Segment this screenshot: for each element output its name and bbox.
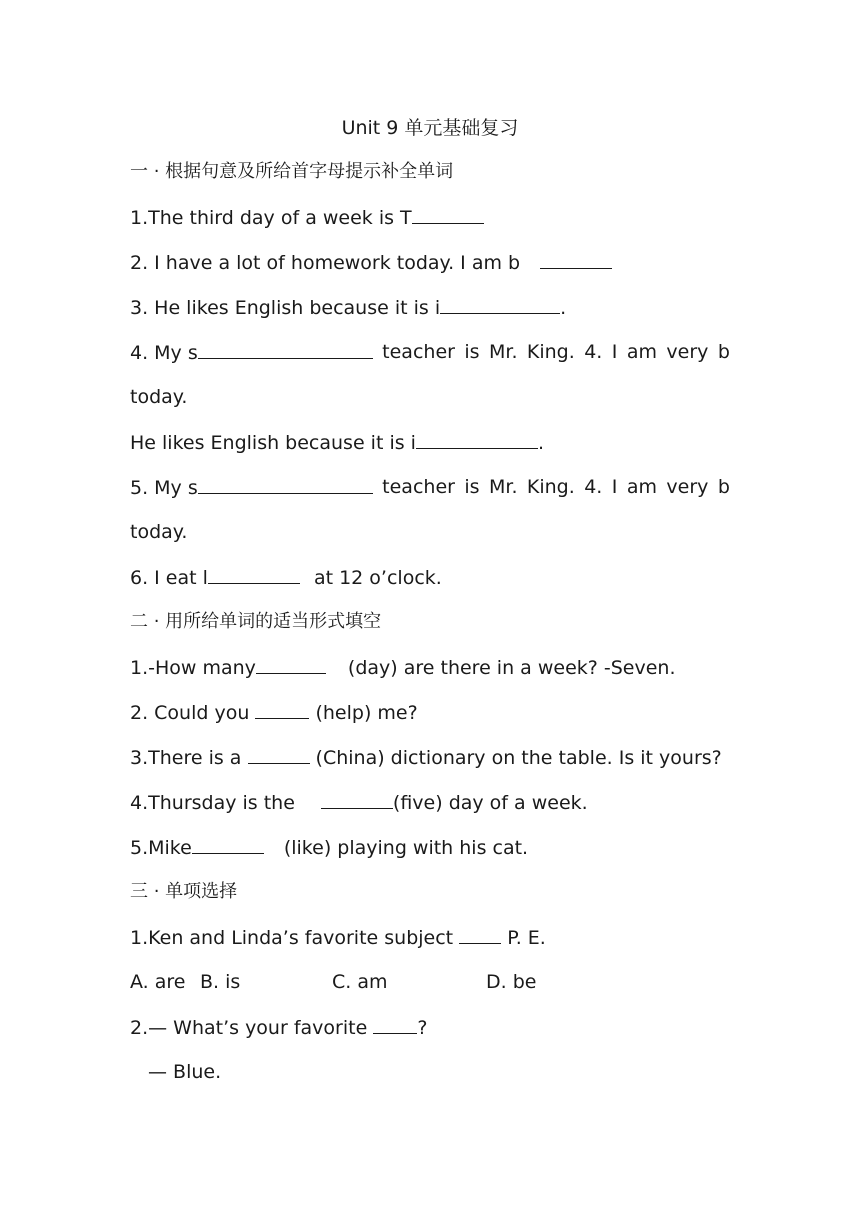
option-d[interactable]: D. be: [486, 971, 537, 993]
question-text-end: (day) are there in a week? -Seven.: [347, 657, 676, 679]
word: 4.: [584, 476, 603, 498]
question-text: 6. I eat l: [130, 567, 208, 589]
word: Mr.: [488, 476, 518, 498]
answer-blank[interactable]: [416, 428, 538, 449]
option-c[interactable]: C. am: [332, 971, 388, 993]
question-2-5: [130, 833, 528, 862]
word: b: [717, 476, 730, 498]
question-3-2-answer: — Blue.: [148, 1061, 222, 1083]
question-text: He likes English because it is i: [130, 432, 416, 454]
word: is: [464, 341, 480, 363]
question-text-start: [130, 338, 373, 367]
question-2-3: [130, 743, 722, 772]
question-text-end: (China) dictionary on the table. Is it yours?: [309, 747, 722, 769]
question-text-start: [130, 473, 373, 502]
question-2-4: [130, 788, 588, 817]
word: b: [717, 341, 730, 363]
answer-blank[interactable]: [459, 923, 501, 944]
question-text-end: (five) day of a week.: [392, 792, 588, 814]
answer-blank[interactable]: [440, 293, 560, 314]
word: am: [626, 341, 657, 363]
question-1-4: [130, 338, 730, 367]
question-1-2: [130, 248, 612, 277]
question-3-1: [130, 923, 546, 952]
question-text-end: (help) me?: [309, 702, 418, 724]
word: very: [666, 341, 709, 363]
word: very: [666, 476, 709, 498]
answer-blank[interactable]: [248, 743, 310, 764]
answer-blank[interactable]: [192, 833, 264, 854]
word: I: [611, 341, 618, 363]
word: teacher: [382, 476, 455, 498]
question-1-3: [130, 293, 566, 322]
question-text: 1.Ken and Linda’s favorite subject: [130, 927, 460, 949]
question-text: 1.-How many: [130, 657, 256, 679]
word: am: [626, 476, 657, 498]
answer-blank[interactable]: [198, 338, 373, 359]
option-a[interactable]: A. are: [130, 971, 186, 993]
question-text: 2. I have a lot of homework today. I am b: [130, 252, 521, 274]
answer-blank[interactable]: [373, 1013, 417, 1034]
question-text-end: at 12 o’clock.: [307, 567, 442, 589]
question-text: 2. Could you: [130, 702, 256, 724]
answer-blank[interactable]: [256, 653, 326, 674]
word: teacher: [382, 341, 455, 363]
question-text: 1.The third day of a week is T: [130, 207, 412, 229]
answer-blank[interactable]: [208, 563, 300, 584]
section-3-heading: 三 · 单项选择: [130, 881, 238, 902]
word: Mr.: [488, 341, 518, 363]
word: I: [611, 476, 618, 498]
answer-blank[interactable]: [321, 788, 393, 809]
question-1-5-continued: today.: [130, 521, 188, 543]
question-text-end: (like) playing with his cat.: [283, 837, 529, 859]
question-text-end: ?: [417, 1017, 428, 1039]
question-1-5: [130, 473, 730, 502]
answer-blank[interactable]: [198, 473, 373, 494]
question-1-4-continued: today.: [130, 386, 188, 408]
question-1-1: [130, 203, 484, 232]
question-2-2: [130, 698, 418, 727]
section-2-heading: 二 · 用所给单词的适当形式填空: [130, 611, 382, 632]
word: 4.: [584, 341, 603, 363]
answer-blank[interactable]: [412, 203, 484, 224]
question-text-end: .: [537, 432, 544, 454]
question-text: 3. He likes English because it is i: [130, 297, 441, 319]
question-text-end: .: [560, 297, 567, 319]
question-1-6: [130, 563, 442, 592]
option-b[interactable]: B. is: [200, 971, 241, 993]
question-2-1: [130, 653, 676, 682]
question-text: 2.— What’s your favorite: [130, 1017, 374, 1039]
question-text: 3.There is a: [130, 747, 248, 769]
answer-blank[interactable]: [255, 698, 309, 719]
word: King.: [526, 341, 575, 363]
question-text: 4. My s: [130, 342, 198, 364]
word: King.: [526, 476, 575, 498]
question-text: 4.Thursday is the: [130, 792, 295, 814]
question-text: 5.Mike: [130, 837, 192, 859]
question-text: 5. My s: [130, 477, 198, 499]
word: is: [464, 476, 480, 498]
answer-blank[interactable]: [540, 248, 612, 269]
question-1-4b: [130, 428, 544, 457]
question-3-2: [130, 1013, 427, 1042]
section-1-heading: 一 · 根据句意及所给首字母提示补全单词: [130, 161, 454, 182]
page-title: Unit 9 单元基础复习: [341, 117, 519, 139]
question-text-end: P. E.: [501, 927, 546, 949]
